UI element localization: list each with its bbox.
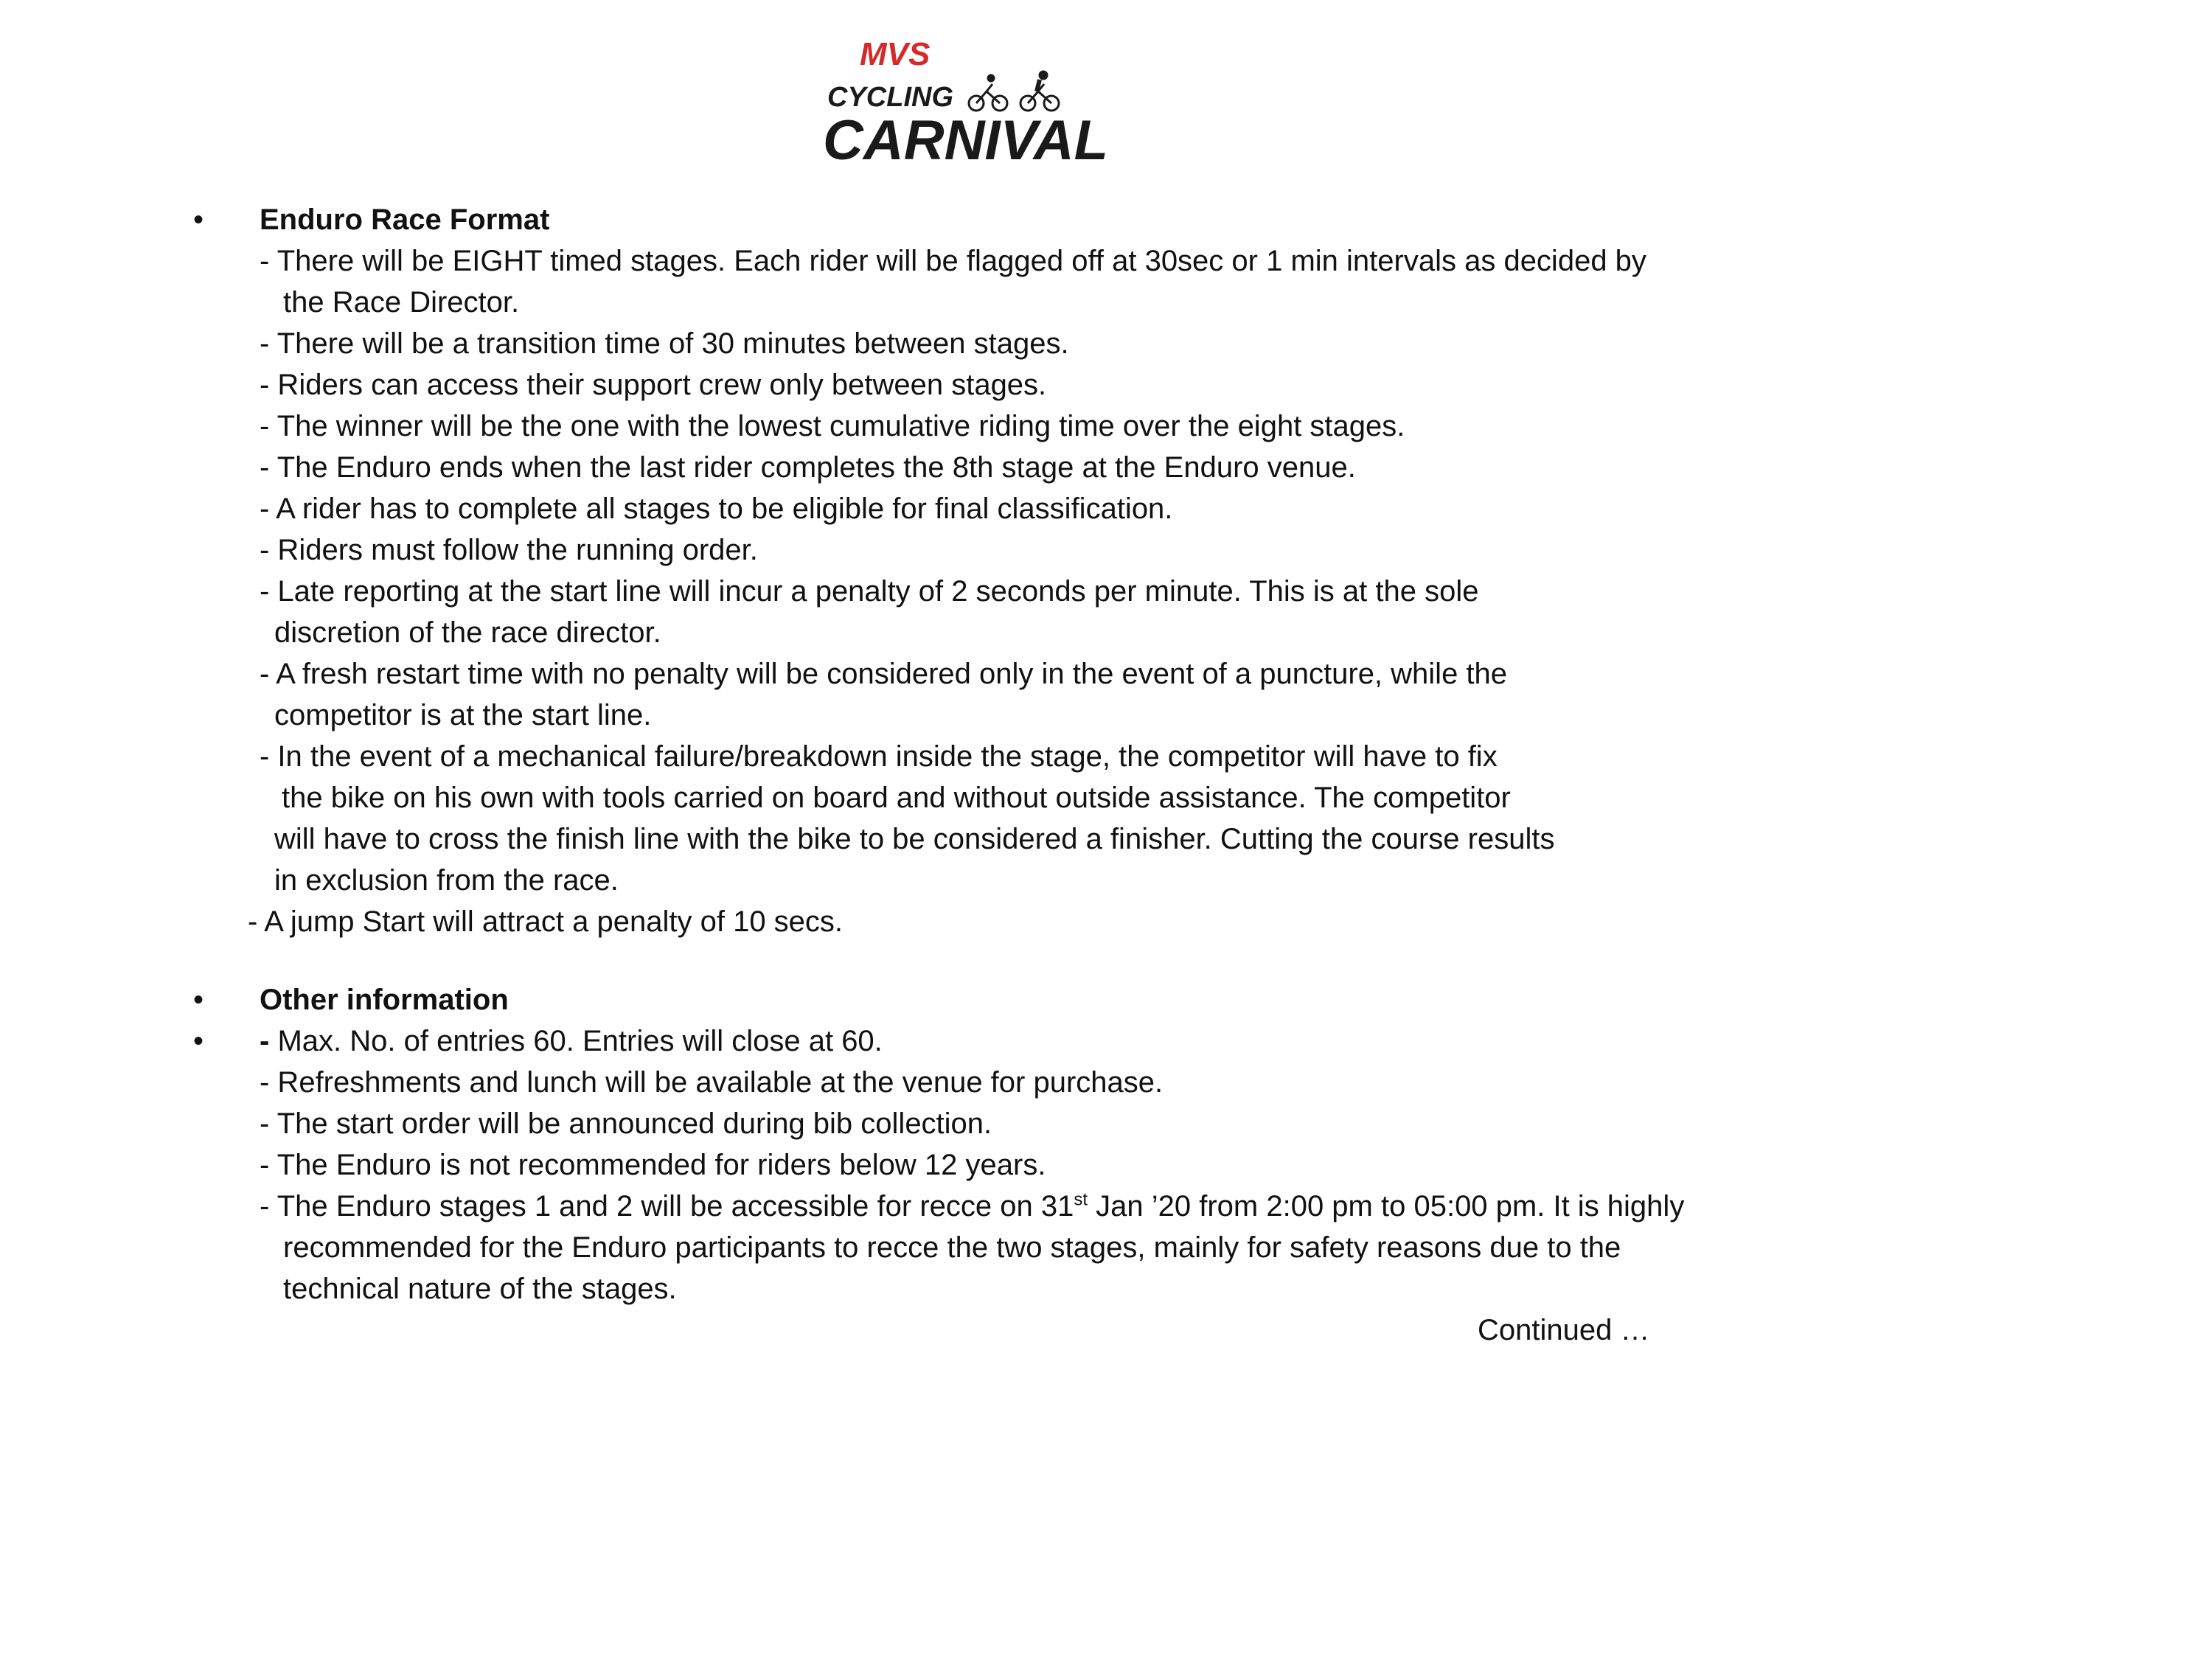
- enduro-line: - Late reporting at the start line will incur a penalty of 2 seconds per minute. This is at the sole: [260, 575, 1479, 608]
- other-line-recce: [260, 1189, 1684, 1224]
- enduro-line: - A rider has to complete all stages to be eligible for final classification.: [260, 493, 1173, 525]
- section-title-enduro: Enduro Race Format: [260, 204, 550, 236]
- cyclists-icon: [969, 72, 1059, 111]
- bullet: •: [193, 984, 204, 1016]
- logo-cycling-text: CYCLING: [827, 82, 953, 113]
- dash-bold: -: [260, 1025, 270, 1057]
- enduro-line: - Riders must follow the running order.: [260, 534, 758, 566]
- mvs-cycling-carnival-logo: [818, 32, 1128, 173]
- other-line: - The Enduro is not recommended for riders below 12 years.: [260, 1149, 1046, 1181]
- enduro-line: discretion of the race director.: [274, 616, 661, 649]
- enduro-line: - A fresh restart time with no penalty will be considered only in the event of a puncture, while the: [260, 658, 1508, 690]
- bullet: •: [193, 204, 204, 236]
- recce-superscript: st: [1074, 1189, 1088, 1210]
- enduro-line: - In the event of a mechanical failure/breakdown inside the stage, the competitor will have to fix: [260, 740, 1498, 773]
- other-line: - The start order will be announced during bib collection.: [260, 1107, 992, 1140]
- other-line: - Refreshments and lunch will be available at the venue for purchase.: [260, 1066, 1164, 1099]
- section-title-other: Other information: [260, 984, 509, 1016]
- bullet: •: [193, 1025, 204, 1057]
- enduro-line: - There will be a transition time of 30 minutes between stages.: [260, 327, 1069, 360]
- recce-text-pre: - The Enduro stages 1 and 2 will be accessible for recce on 31: [260, 1190, 1074, 1222]
- enduro-line: the Race Director.: [283, 286, 520, 319]
- recce-text-post: Jan ’20 from 2:00 pm to 05:00 pm. It is highly: [1088, 1190, 1685, 1222]
- other-line: technical nature of the stages.: [283, 1273, 677, 1305]
- enduro-line: the bike on his own with tools carried on board and without outside assistance. The competitor: [282, 782, 1511, 814]
- logo-mvs-text: MVS: [860, 36, 931, 72]
- enduro-line: will have to cross the finish line with the bike to be considered a finisher. Cutting the course results: [274, 823, 1555, 855]
- continued-text: Continued …: [1478, 1314, 1650, 1346]
- entries-text: Max. No. of entries 60. Entries will close at 60.: [269, 1025, 883, 1057]
- other-line-entries: [260, 1023, 883, 1059]
- enduro-line: - Riders can access their support crew only between stages.: [260, 369, 1047, 401]
- enduro-line: - The Enduro ends when the last rider completes the 8th stage at the Enduro venue.: [260, 451, 1356, 484]
- enduro-line: - There will be EIGHT timed stages. Each rider will be flagged off at 30sec or 1 min intervals as decided by: [260, 245, 1646, 277]
- enduro-line: - A jump Start will attract a penalty of 10 secs.: [248, 905, 844, 938]
- other-line: recommended for the Enduro participants to recce the two stages, mainly for safety reasons due to the: [283, 1231, 1621, 1264]
- enduro-line: - The winner will be the one with the lowest cumulative riding time over the eight stages.: [260, 410, 1405, 442]
- logo-carnival-text: CARNIVAL: [823, 109, 1109, 172]
- enduro-line: in exclusion from the race.: [274, 864, 619, 897]
- enduro-line: competitor is at the start line.: [274, 699, 652, 731]
